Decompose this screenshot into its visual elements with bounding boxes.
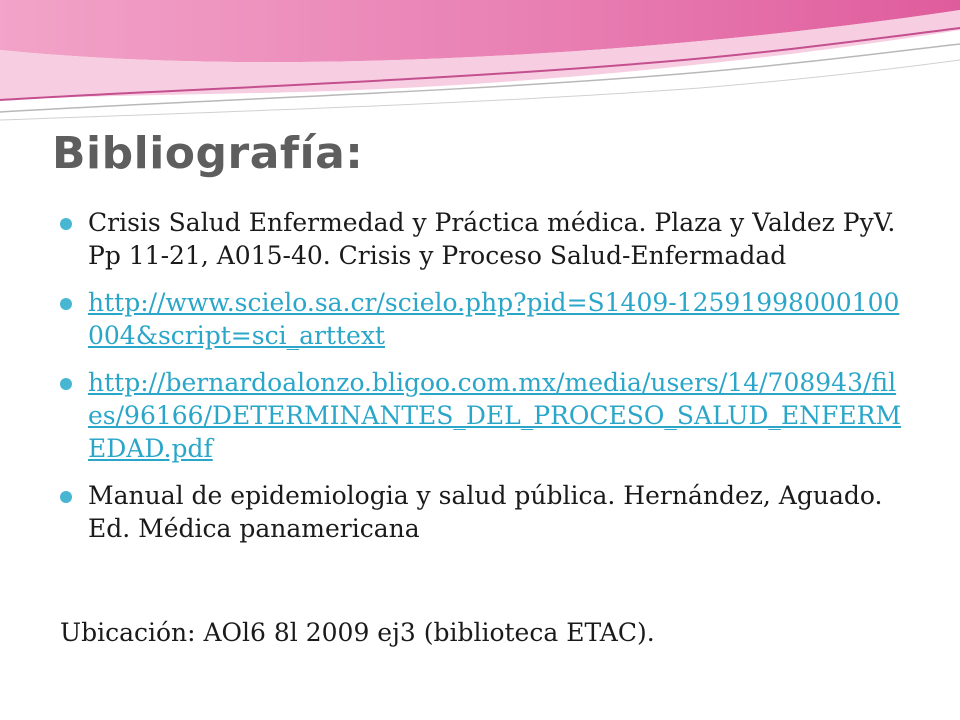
bullet-icon: [60, 491, 72, 503]
bullet-icon: [60, 298, 72, 310]
bibliography-item: [60, 366, 910, 465]
bibliography-text: Crisis Salud Enfermedad y Práctica médica. Plaza y Valdez PyV. Pp 11-21, A015-40. Crisis y Proceso Salud-Enfermadad: [88, 208, 896, 270]
bibliography-item: [60, 479, 910, 545]
bibliography-list: [60, 206, 910, 559]
bibliography-text: Manual de epidemiologia y salud pública. Hernández, Aguado. Ed. Médica panamericana: [88, 481, 883, 543]
slide-title: Bibliografía:: [52, 128, 364, 179]
bibliography-item: [60, 286, 910, 352]
decorative-banner: [0, 0, 960, 125]
bibliography-item: [60, 206, 910, 272]
location-note: Ubicación: AOl6 8l 2009 ej3 (biblioteca ETAC).: [60, 618, 655, 647]
bullet-icon: [60, 218, 72, 230]
bligoo-pdf-link[interactable]: http://bernardoalonzo.bligoo.com.mx/media/users/14/708943/files/96166/DETERMINANTES_DEL_PROCESO_SALUD_ENFERMEDAD.pdf: [88, 368, 902, 463]
bullet-icon: [60, 378, 72, 390]
scielo-link[interactable]: http://www.scielo.sa.cr/scielo.php?pid=S1409-12591998000100004&script=sci_arttext: [88, 288, 900, 350]
